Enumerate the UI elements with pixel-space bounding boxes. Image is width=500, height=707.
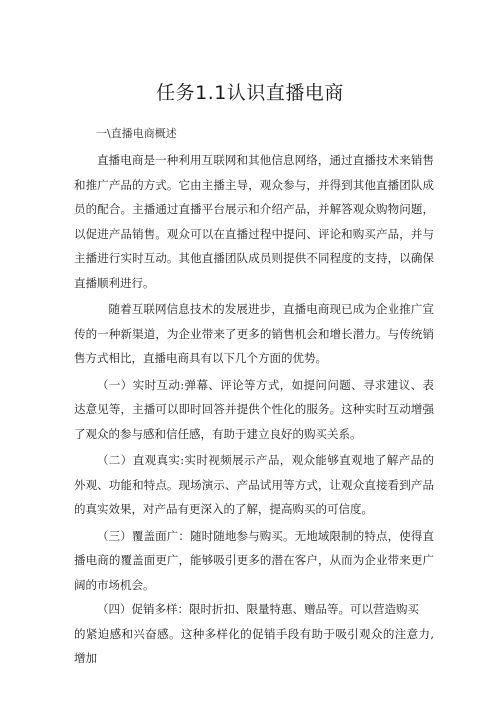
paragraph-advantages: 随着互联网信息技术的发展进步，直播电商现已成为企业推广宣传的一种新渠道，为企业带来了更多的销售机会和增长潜力。与传统销售方式相比，直播电商具有以下几个方面的优势。 xyxy=(74,302,434,365)
paragraph-realtime-interaction: （一）实时互动:弹幕、评论等方式，如提问问题、寻求建议、表达意见等，主播可以即时回答并提供个性化的服务。这种实时互动增强了观众的参与感和信任感，有助于建立良好的购买关系。 xyxy=(74,377,434,441)
paragraph-promotions-continued: 的紧迫感和兴奋感。这种多样化的促销手段有助于吸引观众的注意力,增加 xyxy=(74,626,434,665)
paragraph-promotions: （四）促销多样：限时折扣、限量特惠、赠品等。可以营造购买 xyxy=(97,602,419,616)
section-heading: 一\直播电商概述 xyxy=(96,127,177,140)
paragraph-intuitive-real: （二）直观真实:实时视频展示产品，观众能够直观地了解产品的外观、功能和特点。现场演示、产品试用等方式，让观众直接看到产品的真实效果，对产品有更深入的了解，提高购买的可信度。 xyxy=(74,453,434,516)
paragraph-wide-coverage: （三）覆盖面广：随时随地参与购买。无地域限制的特点，使得直播电商的覆盖面更广，能够吸引更多的潜在客户，从而为企业带来更广阔的市场机会。 xyxy=(74,528,434,592)
document-body xyxy=(74,148,434,671)
paragraph-intro: 直播电商是一种利用互联网和其他信息网络，通过直播技术来销售和推广产品的方式。它由主播主导，观众参与，并得到其他直播团队成员的配合。主播通过直播平台展示和介绍产品，并解答观众购物问题，以促进产品销售。观众可以在直播过程中提问、评论和购买产品，并与主播进行实时互动。其他直播团队成员则提供不同程度的支持，以确保直播顺利进行。 xyxy=(74,153,434,290)
page-title: 任务1.1认识直播电商 xyxy=(156,82,344,104)
